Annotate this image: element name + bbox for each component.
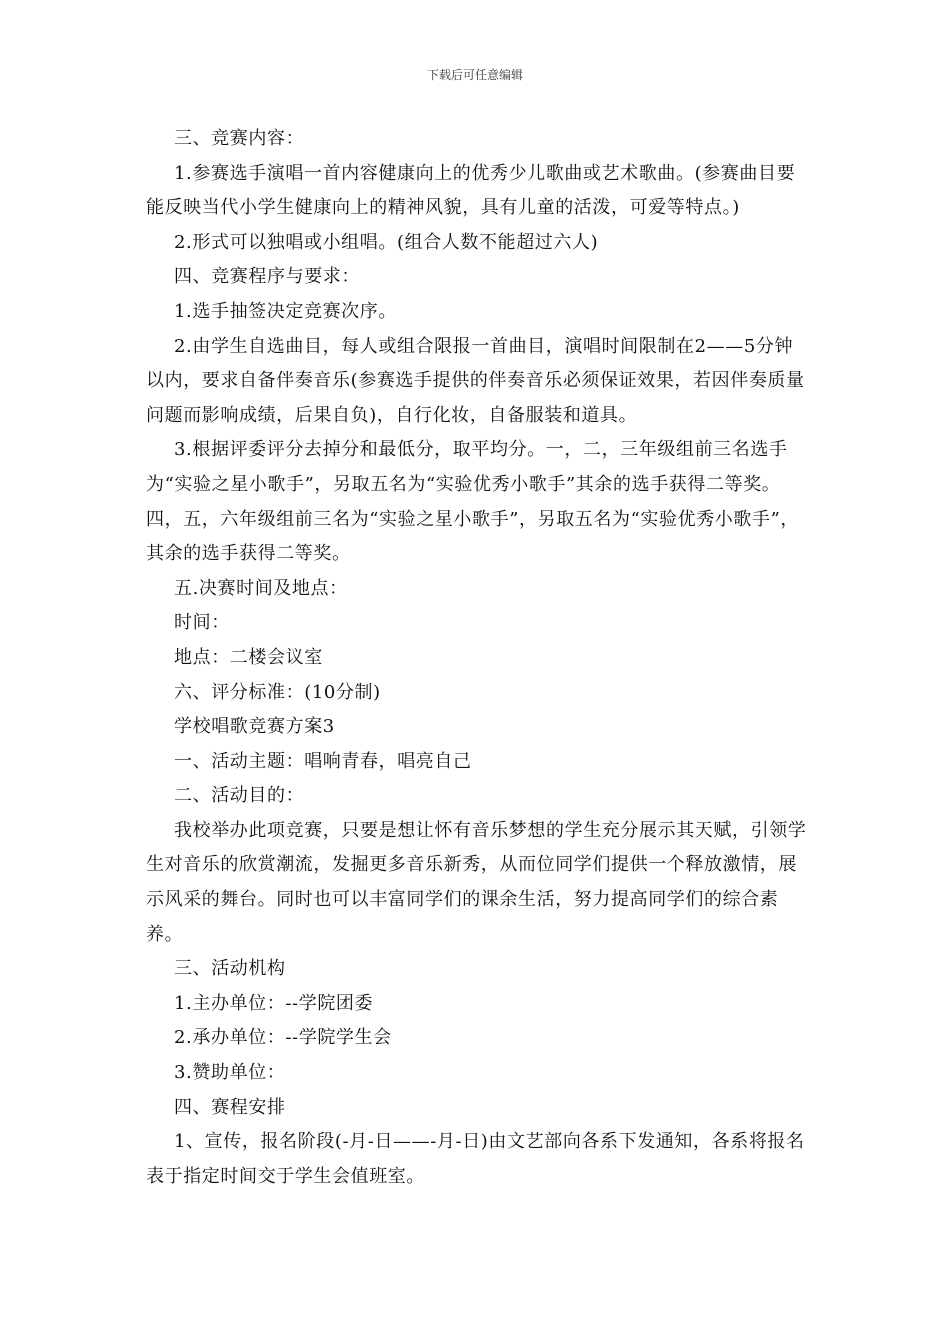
document-title: 学校唱歌竞赛方案3 [174, 716, 335, 738]
section-heading: 四、竞赛程序与要求： [174, 266, 360, 288]
paragraph: 2.承办单位：--学院学生会 [174, 1027, 392, 1049]
document-body [146, 122, 808, 1194]
page-header-note: 下载后可任意编辑 [426, 68, 523, 82]
section-heading: 四、赛程安排 [174, 1096, 286, 1118]
paragraph: 3.根据评委评分去掉分和最低分，取平均分。一，二，三年级组前三名选手为“实验之星小歌手”，另取五名为“实验优秀小歌手”其余的选手获得二等奖。四，五，六年级组前三名为“实验之星小歌手”，另取五名为“实验优秀小歌手”，其余的选手获得二等奖。 [146, 439, 800, 565]
section-heading: 一、活动主题：唱响青春，唱亮自己 [174, 750, 472, 772]
paragraph: 时间： [174, 612, 230, 634]
paragraph: 2.形式可以独唱或小组唱。(组合人数不能超过六人) [174, 231, 599, 253]
paragraph: 1.主办单位：--学院团委 [174, 992, 374, 1014]
paragraph: 2.由学生自选曲目，每人或组合限报一首曲目，演唱时间限制在2——5分钟以内，要求自备伴奏音乐(参赛选手提供的伴奏音乐必须保证效果，若因伴奏质量问题而影响成绩，后果自负)，自行化妆，自备服装和道具。 [146, 335, 805, 426]
paragraph: 1.选手抽签决定竞赛次序。 [174, 300, 397, 322]
section-heading: 二、活动目的： [174, 785, 305, 807]
section-heading: 六、评分标准：(10分制) [174, 681, 381, 703]
section-heading: 三、竞赛内容： [174, 128, 305, 149]
paragraph: 1、宣传，报名阶段(-月-日——-月-日)由文艺部向各系下发通知，各系将报名表于指定时间交于学生会值班室。 [146, 1131, 805, 1187]
section-heading: 五.决赛时间及地点： [174, 577, 348, 599]
paragraph: 3.赞助单位： [174, 1062, 286, 1084]
paragraph: 地点：二楼会议室 [174, 646, 323, 668]
paragraph: 1.参赛选手演唱一首内容健康向上的优秀少儿歌曲或艺术歌曲。(参赛曲目要能反映当代小学生健康向上的精神风貌，具有儿童的活泼，可爱等特点。) [146, 162, 796, 219]
section-heading: 三、活动机构 [174, 958, 286, 980]
paragraph: 我校举办此项竞赛，只要是想让怀有音乐梦想的学生充分展示其天赋，引领学生对音乐的欣赏潮流，发掘更多音乐新秀，从而位同学们提供一个释放激情，展示风采的舞台。同时也可以丰富同学们的课余生活，努力提高同学们的综合素养。 [146, 819, 807, 945]
